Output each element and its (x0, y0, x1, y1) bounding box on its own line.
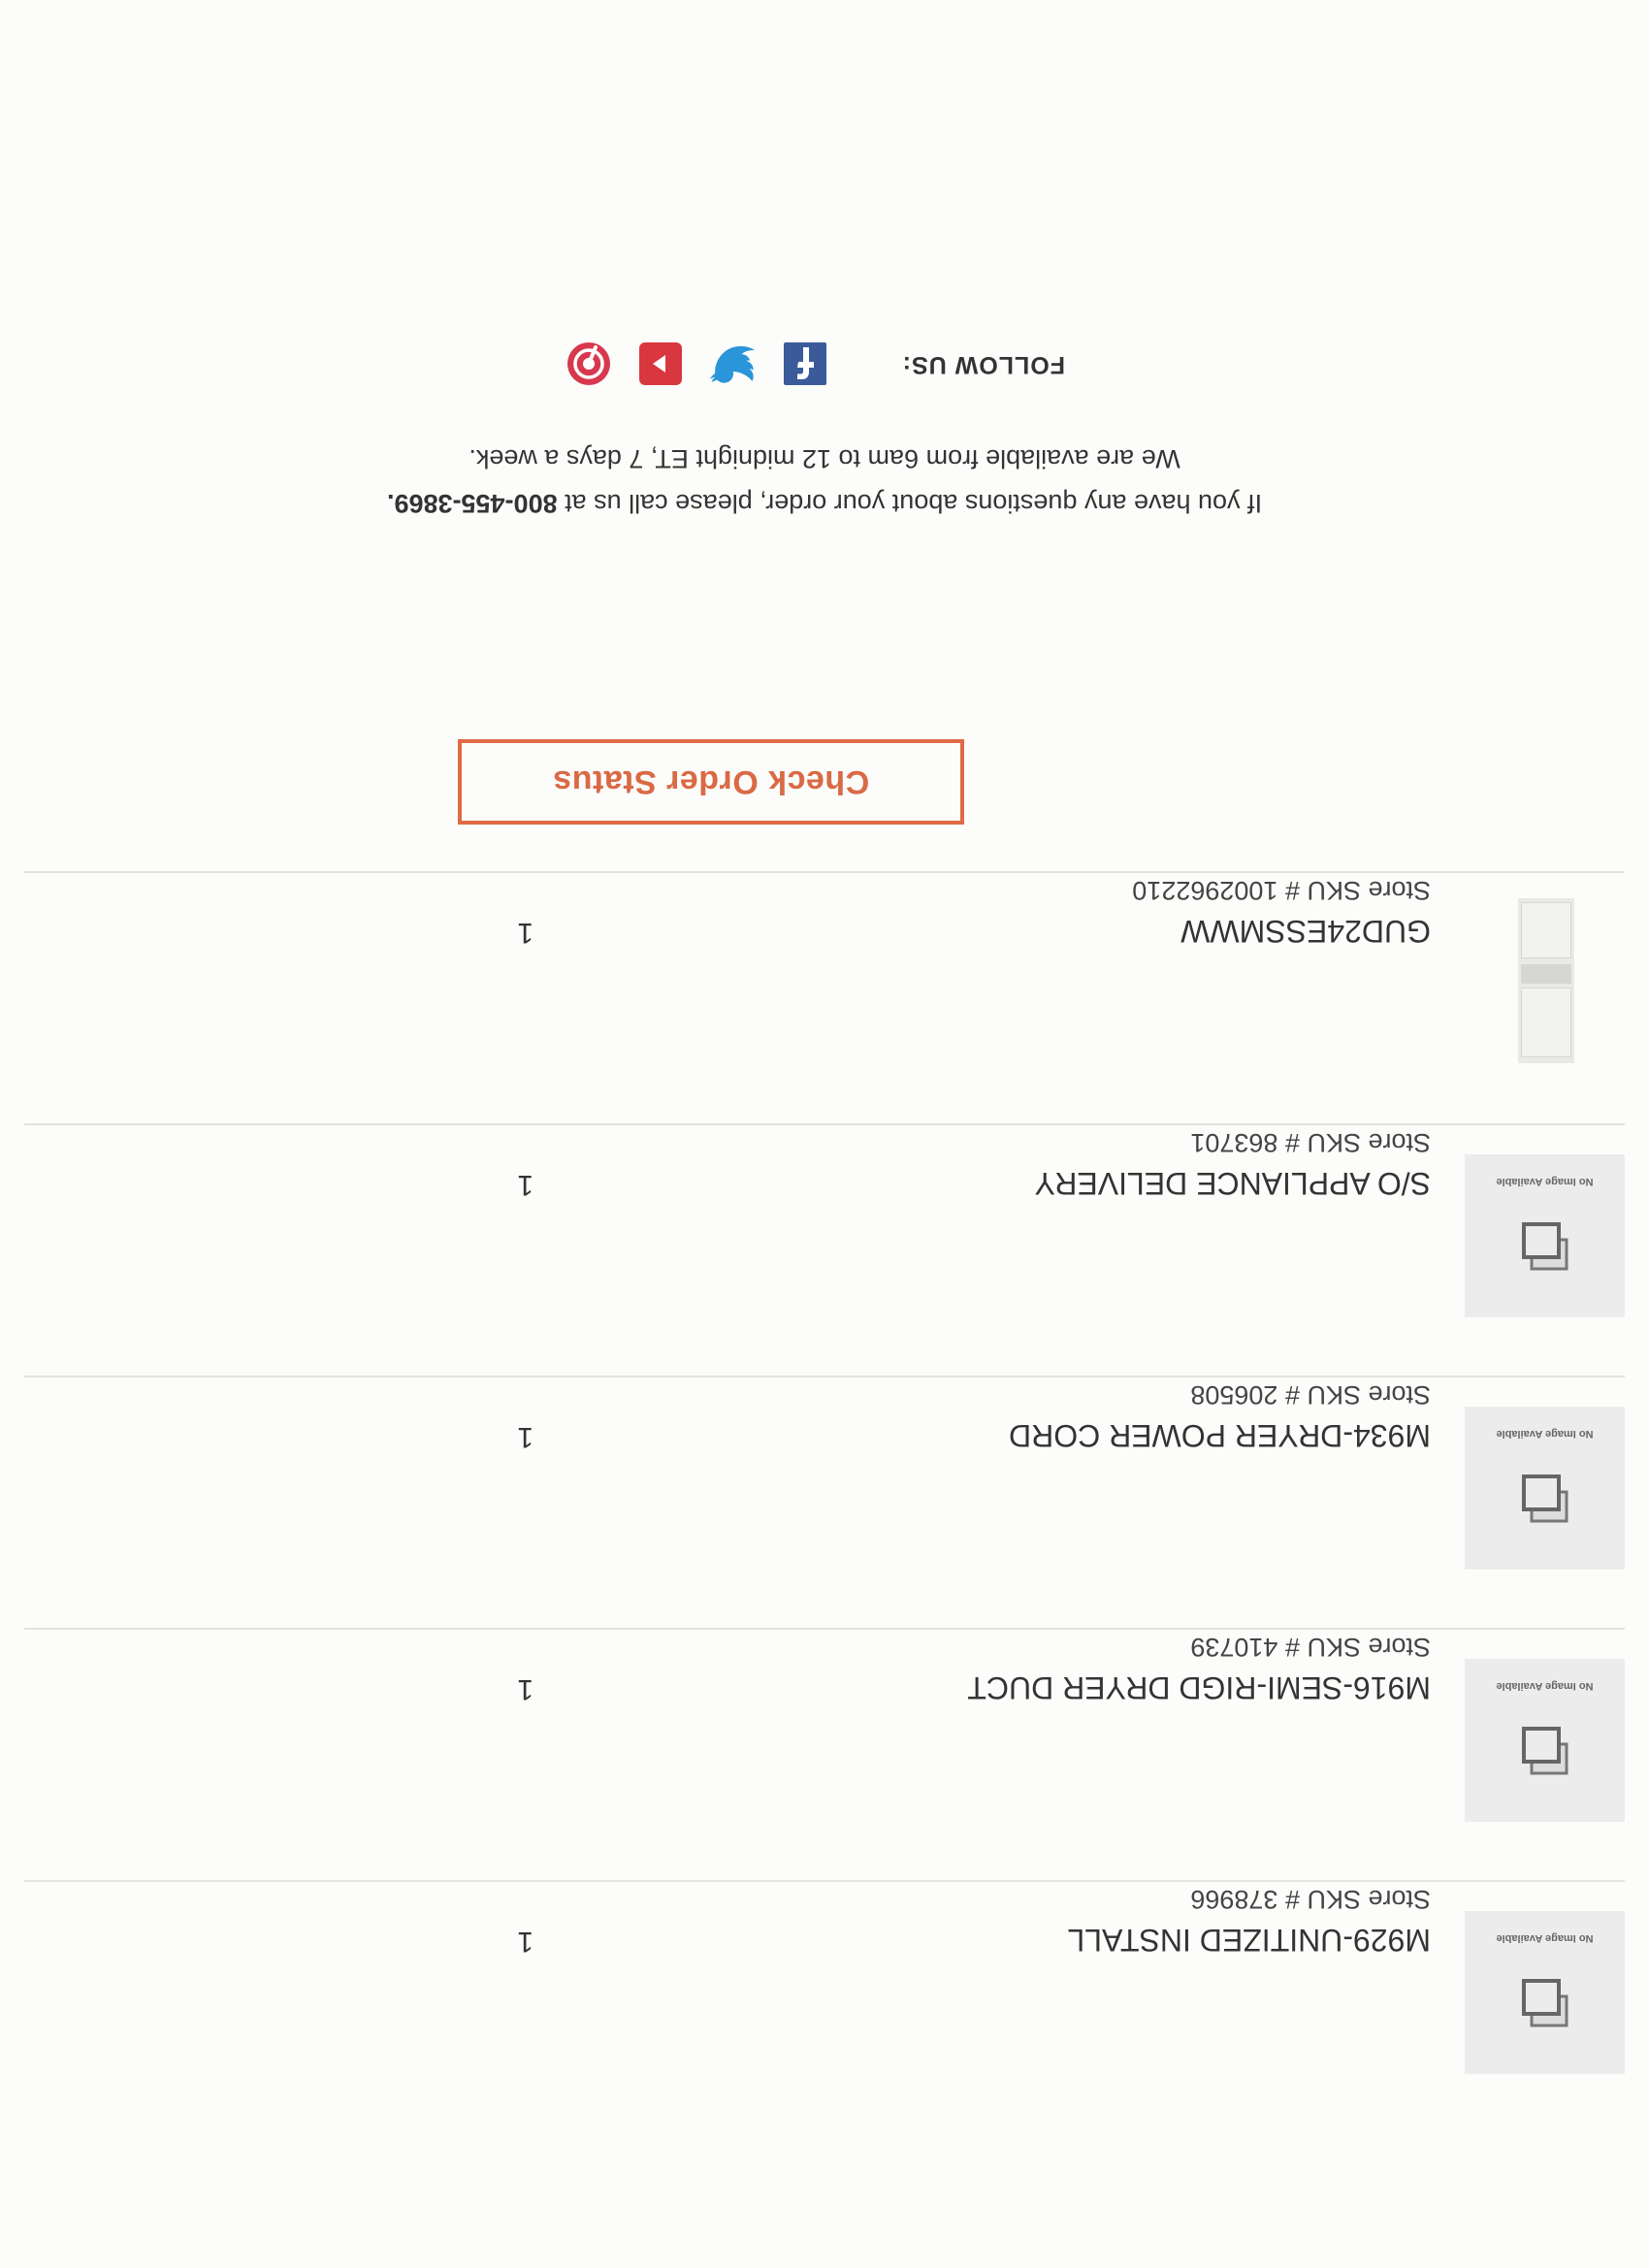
image-placeholder-icon (1522, 1222, 1568, 1271)
dishwasher-product-image (1518, 898, 1574, 1063)
item-name[interactable]: M916-SEMI-RIGD DRYER DUCT (967, 1670, 1431, 1705)
twitter-icon[interactable] (710, 341, 755, 386)
order-item-row (24, 1123, 1625, 1376)
image-placeholder-icon (1522, 1474, 1568, 1523)
image-placeholder-icon (1522, 1979, 1568, 2027)
check-order-status-button[interactable]: Check Order Status (458, 739, 964, 825)
order-item-row (24, 1628, 1625, 1880)
item-sku: Store SKU # 206508 (1190, 1380, 1431, 1409)
item-quantity: 1 (517, 1421, 534, 1453)
no-image-caption: No Image Available (1496, 1932, 1594, 1944)
item-quantity: 1 (517, 1169, 534, 1201)
no-image-placeholder (1465, 1407, 1625, 1570)
image-placeholder-icon (1522, 1727, 1568, 1775)
follow-us-label: FOLLOW US: (901, 351, 1065, 378)
no-image-caption: No Image Available (1496, 1428, 1594, 1440)
item-sku: Store SKU # 1002962210 (1132, 876, 1431, 905)
item-quantity: 1 (517, 1926, 534, 1958)
no-image-caption: No Image Available (1496, 1176, 1594, 1187)
youtube-icon[interactable] (638, 341, 683, 386)
pinterest-icon[interactable] (566, 341, 611, 386)
item-name[interactable]: M929-UNITIZED INSTALL (1067, 1923, 1431, 1958)
no-image-placeholder (1465, 1154, 1625, 1317)
help-phone-line (0, 488, 1649, 518)
help-hours-line: We are available from 6am to 12 midnight ET, 7 days a week. (469, 444, 1180, 473)
item-name[interactable]: S/O APPLIANCE DELIVERY (1034, 1166, 1431, 1201)
item-sku: Store SKU # 378966 (1190, 1885, 1431, 1914)
no-image-placeholder (1465, 1911, 1625, 2074)
order-item-row (24, 871, 1625, 1123)
no-image-placeholder (1465, 1659, 1625, 1822)
item-name[interactable]: GUD24ESSMWW (1180, 914, 1431, 949)
help-phone-number[interactable]: 800-455-3869. (386, 489, 558, 518)
item-quantity: 1 (517, 1673, 534, 1705)
follow-us (367, 338, 1065, 386)
order-item-row (24, 1376, 1625, 1628)
item-name[interactable]: M934-DRYER POWER CORD (1008, 1418, 1431, 1453)
help-text: If you have any questions about your order, please call us at (557, 489, 1263, 518)
no-image-caption: No Image Available (1496, 1680, 1594, 1692)
order-item-row (24, 1880, 1625, 2132)
order-items-list (24, 871, 1625, 2132)
item-sku: Store SKU # 863701 (1190, 1128, 1431, 1157)
item-sku: Store SKU # 410739 (1190, 1633, 1431, 1662)
facebook-icon[interactable] (783, 341, 827, 386)
item-quantity: 1 (517, 917, 534, 949)
